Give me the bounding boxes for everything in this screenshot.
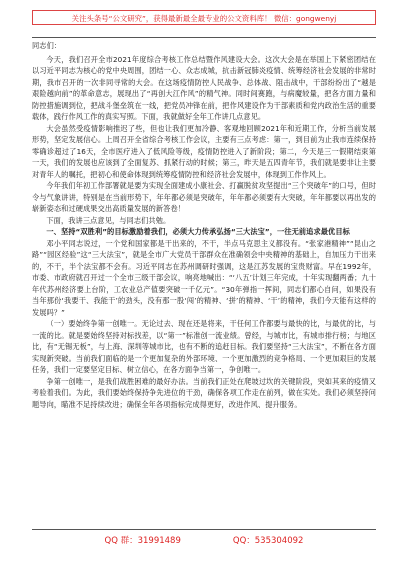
paragraph: 邓小平同志说过，一个党和国家都是干出来的，不干，半点马克思主义都没有。“张家港精神”“昆山之路”“园区经验”这“三大法宝”，就是全市广大党员干部群众在准确领会中央精神的基础上，自加压力干出来的，不干，半个法宝都不会有。习近平同志在苏州调研时强调，这是江苏发展的宝贵财富。早在1992年，市委、市政府就召开过一个全市三级干部会议，响亮地喊出：“‘八五’计划三年完成，十年实现翻两番；九十年代苏州经济要上台阶，工农业总产值要突破一千亿元”。“30年弹指一挥间，同志们都心自问，如果没有当年那份‘我要干、我能干’的劲头，没有那一股‘闯’的精神、‘拼’的精神、‘干’的精神，我们今天能有这样的发展吗？”: [32, 238, 376, 317]
footer-divider: [32, 529, 376, 530]
paragraph: 大会虽然受疫情影响推迟了些，但也让我们更加冷静、客观地回顾2021年和近期工作，分析当前发展形势，坚定发展信心。上周召开全省综合考核工作会议，主要有三点考虑：第一，到目前为止我市连续保持零确诊超过了16天，全市医疗进入了低风险等级，疫情防控进入了新阶段；第二，今天是三一假期结束第一天，我们的发展也应该到了全面复苏、抓紧行动的时候；第三，昨天是五四青年节，我们就是要非让主要对青年人的嘱托，把初心和使命体现到统筹疫情防控和经济社会发展中，体现到工作作风上。: [32, 123, 376, 179]
footer-qq-group: QQ 群：31991489: [104, 536, 181, 546]
paragraph: 下面，我讲三点意见，与同志们共勉。: [46, 215, 171, 225]
paragraph: 争第一创唯一，是我们战胜困难的最好办法。当前我们正处在爬坡过坎的关键阶段，突如其来的疫情又考验着我们。为此，我们要始终保持争先进位的干劲，确保各项工作走在前列，做在实处。我们必须坚持问题导向，瞄准不足持续改进；确保全年各项指标完成得更好，改进作风、提升服务。: [32, 376, 376, 409]
footer-qq: QQ：535304092: [232, 536, 304, 546]
paragraph: 今年我们年初工作部署就是要为实现全面建成小康社会、打赢脱贫攻坚提出“三个突破年”的口号，但时令与气象讲讲，特别是在当前形势下，年年都必须是突破年，年年都必须要有大突破，年年都要以再出发的崭新姿态和过硬成果交出高质量发展的新答卷！: [32, 181, 376, 213]
salutation: 同志们：: [32, 41, 62, 50]
footer: [32, 534, 376, 548]
paragraph: （一）要始终争第一创唯一。无论过去、现在还是将来，干任何工作都要与最快的比，与最优的比，与一流的比。就是要始终坚持对标找差，以“第一”标准创一流业绩。曾经，与城市比，有城市排行榜；与地区比，有“无锡无板”，与上海、深圳等城市比，也有不断的追赶目标。我们要坚持“三大法宝”，不断在各方面实现新突破。当前我们面临的是一个更加复杂的外部环境、一个更加激烈的竞争格局、一个更加艰巨的发展任务，我们一定要坚定目标、树立信心，在各方面争当第一，争创唯一。: [32, 319, 376, 374]
document-body: [32, 40, 376, 526]
header-divider: [32, 37, 376, 38]
paragraph: 今天，我们召开全市2021年度综合考核工作总结暨作风建设大会。这次大会是在举国上下紧密团结在以习近平同志为核心的党中央周围，团结一心、众志成城，抗击新冠肺炎疫情、统筹经济社会发展的非常时期，我市召开的一次非同寻常的大会。在这场疫情防控人民战争、总体战、阻击战中，干部纷纷出了“越是艰险越向前”的革命意志，展现出了“再创大江作风”的精气神。同时间赛跑，与病魔较量，把各方面力量和防控措施调到位，把战斗堡垒筑在一线，把党员冲锋在前，把作风建设作为干部素质和党内政治生活的重要载体，践行作风工作的真实写照。下面，我就做好全年工作讲几点意见。: [32, 54, 376, 121]
header-banner: 关注头条号“公文研究”，获得最新最全最专业的公文资料库！ 微信：gongwenyj: [32, 10, 376, 25]
section-heading: 一、坚持“双胜利”的目标激励着我们，必须大力传承弘扬“三大法宝”，一往无前追求最优目标: [46, 227, 350, 236]
